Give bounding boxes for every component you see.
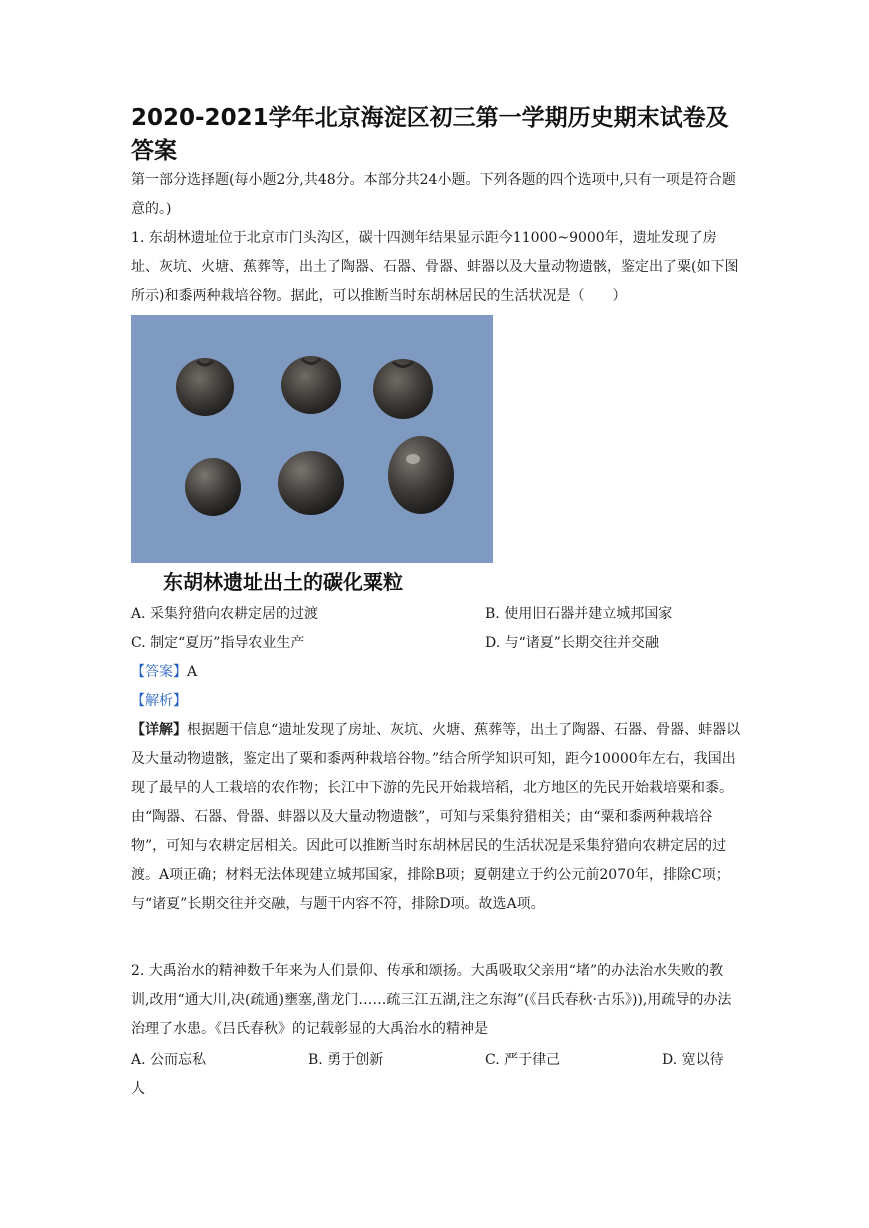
q2-option-a: A. 公而忘私 (131, 1052, 207, 1068)
question-2-stem: 2. 大禹治水的精神数千年来为人们景仰、传承和颂扬。大禹吸取父亲用“堵”的办法治水失败的教训,改用“通大川,决(疏通)壅塞,凿龙门……疏三江五湖,注之东海”(《吕氏春秋·古乐》)),用疏导的办法治理了水患。《吕氏春秋》的记载彰显的大禹治水的精神是 (131, 963, 732, 1037)
q2-option-b: B. 勇于创新 (308, 1052, 384, 1068)
answer-value: A (187, 664, 198, 680)
millet-grains-photo (131, 315, 493, 563)
page-title: 2020-2021学年北京海淀区初三第一学期历史期末试卷及答案 (131, 105, 729, 164)
q1-option-d: D. 与“诸夏”长期交往并交融 (485, 635, 659, 651)
answer-line (131, 661, 197, 683)
q2-option-c: C. 严于律己 (485, 1052, 561, 1068)
photo-caption: 东胡林遗址出土的碳化粟粒 (163, 570, 403, 594)
detail-tag: 【详解】 (131, 722, 187, 738)
q1-option-c: C. 制定“夏历”指导农业生产 (131, 635, 305, 651)
q2-option-d-wrap: 人 (131, 1081, 145, 1097)
question-1-stem: 1. 东胡林遗址位于北京市门头沟区，碳十四测年结果显示距今11000~9000年，遗址发现了房址、灰坑、火塘、蕉葬等，出土了陶器、石器、骨器、蚌器以及大量动物遗骸，鉴定出了粟(如下图所示)和黍两种栽培谷物。据此，可以推断当时东胡林居民的生活状况是（ ） (131, 230, 739, 304)
q1-option-b: B. 使用旧石器并建立城邦国家 (485, 606, 673, 622)
analysis-tag: 【解析】 (131, 693, 187, 709)
detail-paragraph (131, 716, 741, 919)
section-intro: 第一部分选择题(每小题2分,共48分。本部分共24小题。下列各题的四个选项中,只有一项是符合题意的。) (131, 172, 736, 217)
detail-text: 根据题干信息“遗址发现了房址、灰坑、火塘、蕉葬等，出土了陶器、石器、骨器、蚌器以及大量动物遗骸，鉴定出了粟和黍两种栽培谷物。”结合所学知识可知，距今10000年左右，我国出现了最早的人工栽培的农作物；长江中下游的先民开始栽培稻，北方地区的先民开始栽培粟和黍。由“陶器、石器、骨器、蚌器以及大量动物遗骸”，可知与采集狩猎相关；由“粟和黍两种栽培谷物”，可知与农耕定居相关。因此可以推断当时东胡林居民的生活状况是采集狩猎向农耕定居的过渡。A项正确；材料无法体现建立城邦国家，排除B项；夏朝建立于约公元前2070年，排除C项；与“诸夏”长期交往并交融，与题干内容不符，排除D项。故选A项。 (131, 722, 741, 912)
answer-tag: 【答案】 (131, 664, 187, 680)
charred-millet-illustration (131, 315, 493, 563)
analysis-line (131, 690, 187, 712)
q2-option-d: D. 宽以待 (662, 1052, 724, 1068)
q1-option-a: A. 采集狩猎向农耕定居的过渡 (131, 606, 319, 622)
